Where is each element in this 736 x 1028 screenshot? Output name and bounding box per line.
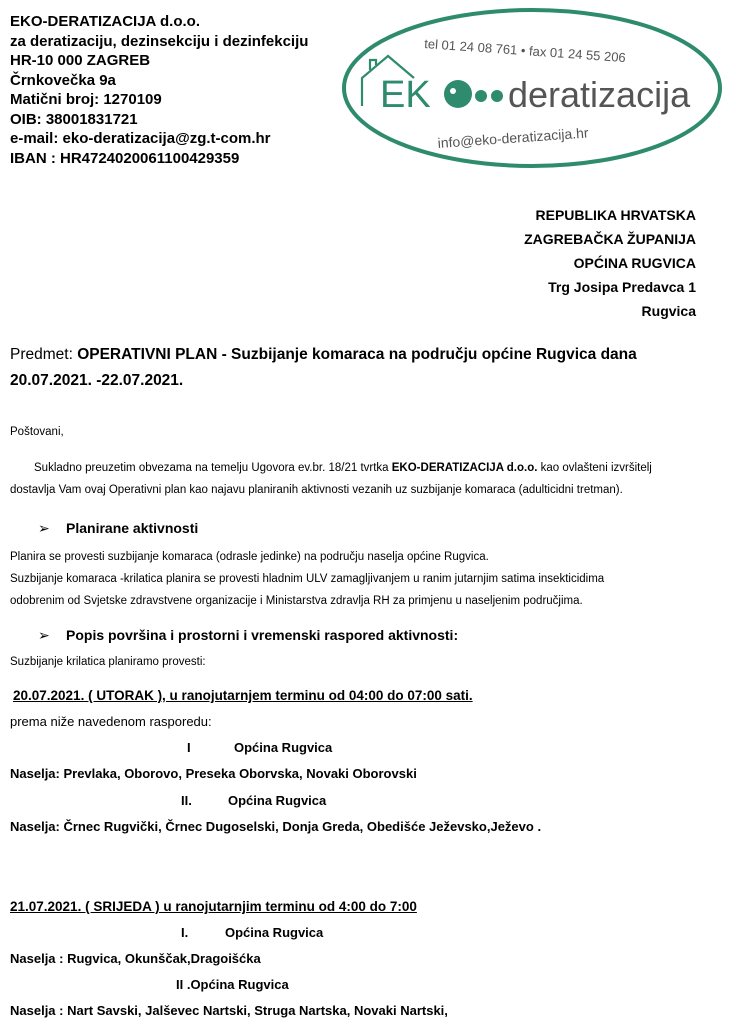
logo-brand-name: deratizacija bbox=[508, 74, 691, 115]
intro-text-1: Sukladno preuzetim obvezama na temelju Ugovora ev.br. 18/21 tvrtka bbox=[34, 462, 392, 474]
company-reg-number: Matični broj: 1270109 bbox=[10, 91, 162, 108]
section-heading: Popis površina i prostorni i vremenski raspored aktivnosti: bbox=[66, 627, 459, 643]
roman-numeral: I bbox=[187, 740, 191, 755]
roman-numeral: II. bbox=[181, 793, 192, 808]
recipient-street: Trg Josipa Predavca 1 bbox=[548, 279, 696, 295]
paragraph-line: odobrenim od Svjetske zdravstvene organizacije i Ministarstva zdravlja RH za primjenu u naseljenim područjima. bbox=[10, 595, 583, 607]
recipient-address bbox=[524, 203, 696, 323]
municipality-name: Općina Rugvica bbox=[225, 925, 324, 940]
intro-text-2: kao ovlašteni izvršitelj bbox=[537, 462, 652, 474]
municipality-name: Općina Rugvica bbox=[228, 793, 327, 808]
day1-municipality-1 bbox=[187, 740, 332, 755]
company-city: HR-10 000 ZAGREB bbox=[10, 52, 151, 69]
municipality-name: Općina Rugvica bbox=[234, 740, 333, 755]
logo-dot-2 bbox=[491, 90, 503, 102]
subject-prefix: Predmet: bbox=[10, 346, 78, 363]
day1-settlements-2: Naselja: Črnec Rugvički, Črnec Dugoselski, Donja Greda, Obedišće Ježevsko,Ježevo . bbox=[10, 819, 542, 834]
company-street: Črnkovečka 9a bbox=[10, 71, 116, 89]
intro-company: EKO-DERATIZACIJA d.o.o. bbox=[391, 462, 538, 474]
planned-activities-text bbox=[10, 546, 726, 612]
day1-note: prema niže navedenom rasporedu: bbox=[10, 714, 212, 729]
logo-dot-1 bbox=[475, 90, 487, 102]
roman-numeral: I. bbox=[181, 925, 189, 940]
day2-settlements-1: Naselja : Rugvica, Okunščak,Dragoišćka bbox=[10, 951, 261, 966]
day1-municipality-2 bbox=[181, 793, 326, 808]
subject-title: OPERATIVNI PLAN - Suzbijanje komaraca na području općine Rugvica dana bbox=[77, 346, 637, 363]
recipient-county: ZAGREBAČKA ŽUPANIJA bbox=[524, 231, 696, 247]
company-oib: OIB: 38001831721 bbox=[10, 110, 138, 128]
recipient-country: REPUBLIKA HRVATSKA bbox=[535, 207, 696, 223]
section-schedule bbox=[38, 627, 458, 644]
arrow-bullet-icon: ➢ bbox=[38, 627, 50, 643]
company-iban: IBAN : HR4724020061100429359 bbox=[10, 149, 240, 167]
day1-settlements-1: Naselja: Prevlaka, Oborovo, Preseka Oborvska, Novaki Oborovski bbox=[10, 766, 417, 781]
section-heading: Planirane aktivnosti bbox=[66, 520, 199, 536]
company-activity: za deratizaciju, dezinsekciju i dezinfekciju bbox=[10, 32, 309, 50]
mouse-icon bbox=[444, 80, 472, 108]
day2-date: 21.07.2021. ( SRIJEDA ) u ranojutarnjim terminu od 4:00 do 7:00 bbox=[10, 899, 417, 914]
recipient-city: Rugvica bbox=[641, 303, 696, 319]
logo-brand-eko: EK bbox=[380, 74, 431, 116]
arrow-bullet-icon: ➢ bbox=[38, 520, 50, 536]
day2-municipality-2: II .Općina Rugvica bbox=[176, 977, 289, 992]
recipient-municipality: OPĆINA RUGVICA bbox=[573, 255, 696, 271]
subject-dates: 20.07.2021. -22.07.2021. bbox=[10, 372, 184, 389]
intro-text-3: dostavlja Vam ovaj Operativni plan kao najavu planiranih aktivnosti vezanih uz suzbijanje komaraca (adulticidni tretman). bbox=[10, 484, 623, 496]
paragraph-line: Suzbijanje komaraca -krilatica planira se provesti hladnim ULV zamagljivanjem u ranim jutarnjim satima insekticidima bbox=[10, 573, 605, 585]
day1-date: 20.07.2021. ( UTORAK ), u ranojutarnjem terminu od 04:00 do 07:00 sati. bbox=[13, 688, 473, 703]
logo-phone: tel 01 24 08 761 • fax 01 24 55 206 bbox=[423, 36, 627, 66]
day2-municipality-1 bbox=[181, 925, 323, 940]
greeting: Poštovani, bbox=[10, 426, 64, 438]
company-logo bbox=[340, 6, 724, 170]
subject bbox=[10, 342, 710, 394]
intro-paragraph bbox=[10, 457, 726, 501]
section-planned-activities bbox=[38, 520, 198, 537]
company-email: e-mail: eko-deratizacija@zg.t-com.hr bbox=[10, 130, 271, 147]
day2-settlements-2: Naselja : Nart Savski, Jalševec Nartski, Struga Nartska, Novaki Nartski, bbox=[10, 1003, 448, 1018]
company-info bbox=[10, 12, 308, 168]
company-name: EKO-DERATIZACIJA d.o.o. bbox=[10, 13, 200, 30]
schedule-intro: Suzbijanje krilatica planiramo provesti: bbox=[10, 656, 206, 668]
paragraph-line: Planira se provesti suzbijanje komaraca (odrasle jedinke) na području naselja općine Rugvica. bbox=[10, 551, 489, 563]
logo-email: info@eko-deratizacija.hr bbox=[437, 124, 590, 151]
